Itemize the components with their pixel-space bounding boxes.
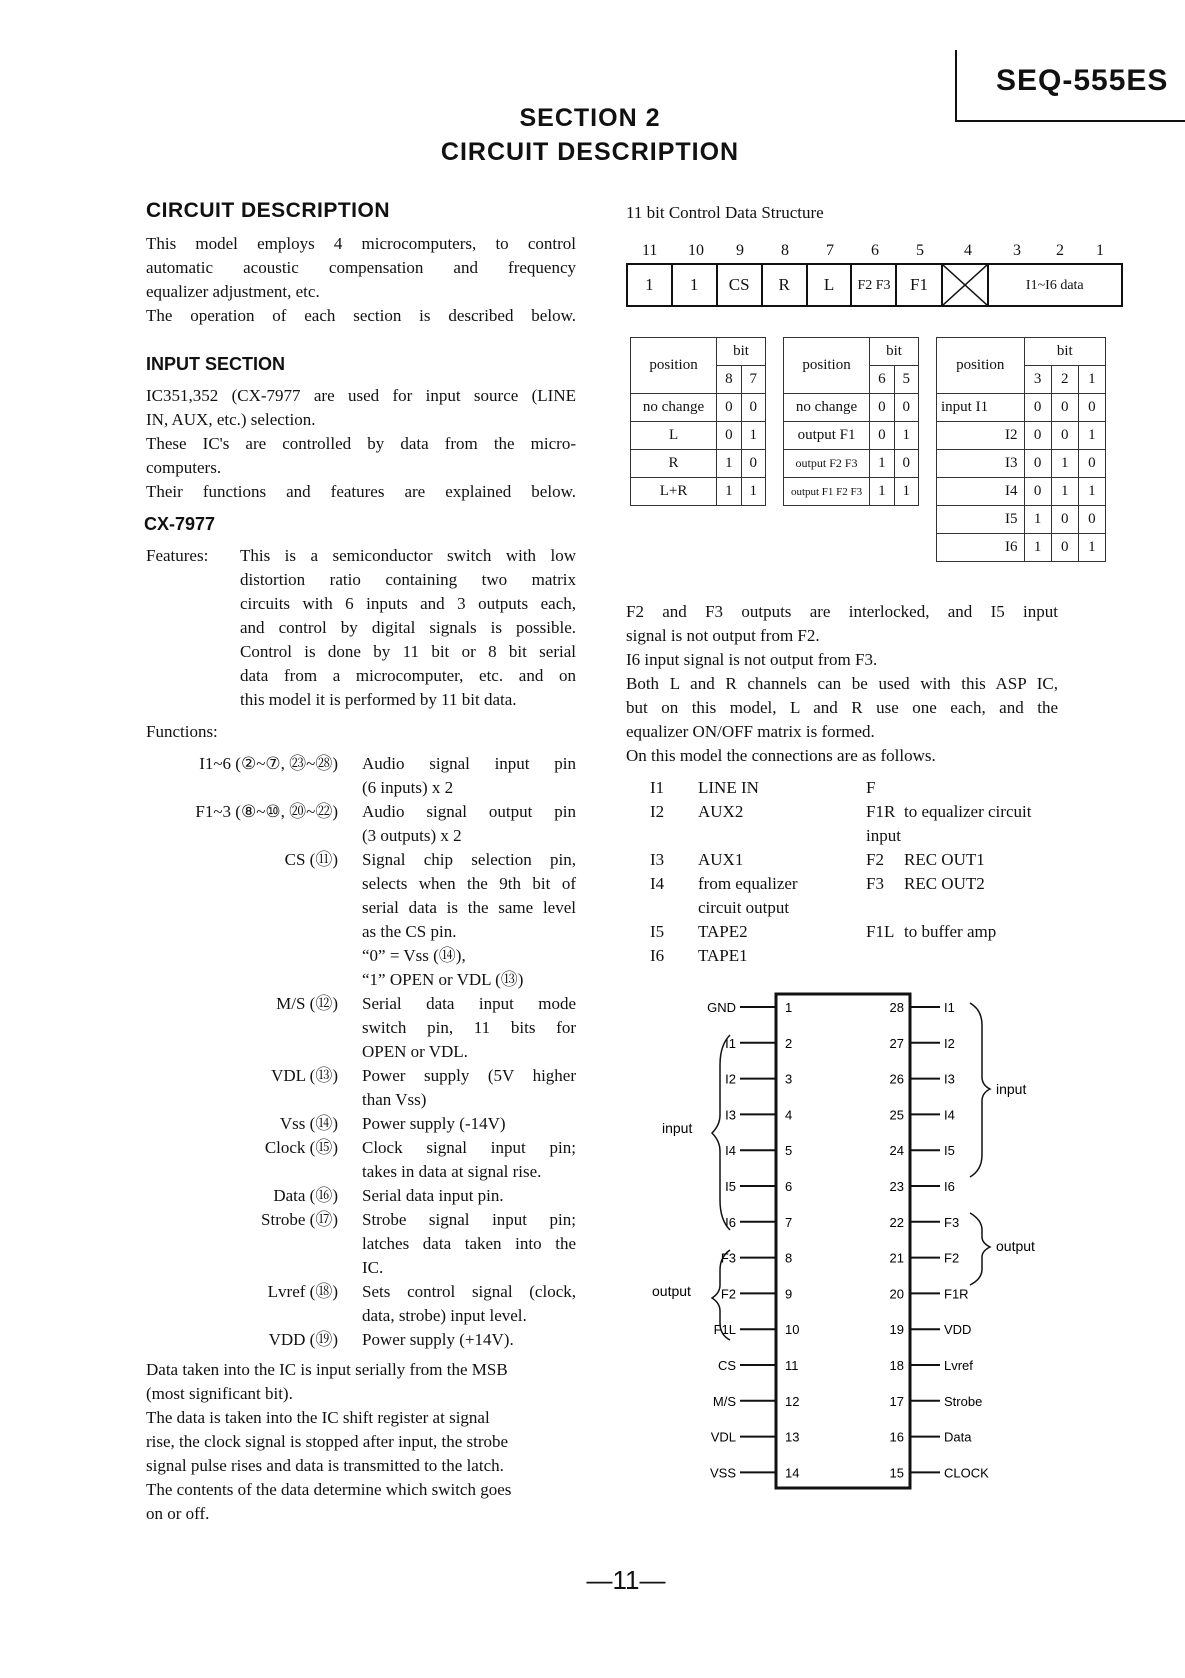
bit-cell: 1 <box>894 478 918 506</box>
left-pin-label: I4 <box>725 1143 736 1159</box>
function-desc-line: IC. <box>362 1258 384 1277</box>
connection-pin: I6 <box>650 946 665 965</box>
data-cell: F1 <box>896 264 941 306</box>
function-desc <box>362 1136 576 1184</box>
bit-number: 8 <box>781 242 789 259</box>
bit-col: 6 <box>870 366 894 394</box>
position-cell: I3 <box>937 450 1025 478</box>
bit-cell: 1 <box>1078 422 1105 450</box>
function-desc-line: Audio signal input pin <box>362 754 576 773</box>
data-cell: 1 <box>627 264 672 306</box>
left-pin-label: I6 <box>725 1214 736 1230</box>
features-line: distortion ratio containing two matrix <box>240 570 576 589</box>
connection-desc: REC OUT2 <box>904 874 985 893</box>
connection-row <box>650 896 880 920</box>
data-cell: L <box>807 264 852 306</box>
function-desc-line: Audio signal output pin <box>362 802 576 821</box>
connection-desc: LINE IN <box>698 778 759 797</box>
function-desc-line: Serial data input mode <box>362 994 576 1013</box>
function-desc <box>362 1328 576 1352</box>
position-cell: L <box>631 422 717 450</box>
connection-row <box>866 824 1086 848</box>
function-desc-line: switch pin, 11 bits for <box>362 1018 576 1037</box>
input-line: computers. <box>146 458 222 477</box>
output-group-label-left: output <box>652 1283 691 1299</box>
position-cell: I6 <box>937 534 1025 562</box>
ic-pins <box>707 1000 989 1480</box>
connection-pin: F3 <box>866 874 884 893</box>
left-pin-number: 1 <box>785 1000 793 1015</box>
bit-col: 1 <box>1078 366 1105 394</box>
bit-cell: 0 <box>894 450 918 478</box>
function-pin: VDD (⑲) <box>268 1330 338 1349</box>
function-desc <box>362 1064 576 1112</box>
right-pin-label: Data <box>944 1429 972 1445</box>
bit-cell: 1 <box>1051 450 1078 478</box>
connection-row <box>650 920 880 944</box>
right-pin-number: 22 <box>889 1214 904 1230</box>
notes-line: I6 input signal is not output from F3. <box>626 650 878 669</box>
features-line: data from a microcomputer, etc. and on <box>240 666 576 685</box>
bit-col: 3 <box>1024 366 1051 394</box>
input-brace-left <box>712 1035 730 1230</box>
connection-row <box>650 800 880 824</box>
output-group-label-right: output <box>996 1238 1035 1254</box>
closing-line: (most significant bit). <box>146 1384 293 1403</box>
left-pin-number: 12 <box>785 1393 800 1409</box>
left-pin-number: 4 <box>785 1107 793 1123</box>
bit-cell: 1 <box>894 422 918 450</box>
ic-name: CX-7977 <box>144 514 216 534</box>
bit-number: 2 <box>1056 242 1064 259</box>
connection-row <box>866 872 1086 896</box>
connection-pin: I5 <box>650 922 665 941</box>
function-pin: F1~3 (⑧~⑩, ⑳~㉒) <box>195 802 338 821</box>
intro-line: equalizer adjustment, etc. <box>146 282 320 301</box>
bits-6-5-table <box>783 337 919 506</box>
right-pin-label: Strobe <box>944 1393 983 1409</box>
page-number: —11— <box>586 1565 666 1595</box>
left-pin-label: CS <box>717 1358 736 1373</box>
right-pin-number: 27 <box>889 1035 904 1051</box>
notes-line: signal is not output from F2. <box>626 626 820 645</box>
left-pin-label: F2 <box>720 1286 736 1302</box>
intro-line: This model employs 4 microcomputers, to control <box>146 234 576 253</box>
bit-col: 5 <box>894 366 918 394</box>
position-cell: output F1 F2 F3 <box>784 478 870 506</box>
position-cell: I5 <box>937 506 1025 534</box>
function-desc-line: Power supply (5V higher <box>362 1066 576 1085</box>
features-line: this model it is performed by 11 bit data. <box>240 690 517 709</box>
connection-pin: I4 <box>650 874 665 893</box>
left-pin-number: 10 <box>785 1322 800 1338</box>
circuit-description-heading: CIRCUIT DESCRIPTION <box>146 199 391 222</box>
function-desc-line: OPEN or VDL. <box>362 1042 468 1061</box>
connection-row <box>866 848 1086 872</box>
input-line: IC351,352 (CX-7977 are used for input source (LINE <box>146 386 576 405</box>
function-desc-line: (3 outputs) x 2 <box>362 826 462 845</box>
function-pin: Strobe (⑰) <box>261 1210 338 1229</box>
connection-desc: TAPE2 <box>698 922 748 941</box>
bit-cell: 0 <box>1024 450 1051 478</box>
function-desc <box>362 1184 576 1208</box>
features-line: This is a semiconductor switch with low <box>240 546 576 565</box>
bit-cell: 1 <box>717 450 741 478</box>
connection-pin: I3 <box>650 850 665 869</box>
bit-cell: 0 <box>870 394 894 422</box>
features-line: and control by digital signals is possible. <box>240 618 576 637</box>
position-cell: no change <box>631 394 717 422</box>
left-pin-number: 9 <box>785 1286 793 1302</box>
left-pin-number: 3 <box>785 1071 793 1087</box>
function-desc-line: latches data taken into the <box>362 1234 576 1253</box>
right-pin-label: I6 <box>944 1179 955 1194</box>
cross-mark <box>943 265 987 305</box>
connection-desc: circuit output <box>698 898 790 917</box>
function-desc-line: than Vss) <box>362 1090 427 1109</box>
connection-pin: F <box>866 778 876 797</box>
function-desc-line: Power supply (-14V) <box>362 1114 506 1133</box>
input-line: IN, AUX, etc.) selection. <box>146 410 316 429</box>
function-desc-line: (6 inputs) x 2 <box>362 778 454 797</box>
data-cell: I1~I6 data <box>988 264 1122 306</box>
closing-line: Data taken into the IC is input serially from the MSB <box>146 1360 508 1379</box>
right-pin-number: 28 <box>889 1000 904 1015</box>
intro-paragraph <box>146 232 576 328</box>
input-section-text <box>146 384 576 504</box>
position-cell: output F2 F3 <box>784 450 870 478</box>
notes-line: Both L and R channels can be used with this ASP IC, <box>626 674 1058 693</box>
ic-pinout-diagram <box>640 985 1080 1500</box>
left-pin-number: 5 <box>785 1143 793 1159</box>
connection-desc: input <box>866 826 901 845</box>
connection-desc: AUX2 <box>698 802 744 821</box>
connection-desc: to buffer amp <box>904 922 997 941</box>
function-desc-line: data, strobe) input level. <box>362 1306 527 1325</box>
connection-row <box>650 848 880 872</box>
bit-cell: 1 <box>870 450 894 478</box>
connection-row <box>650 944 880 968</box>
notes-line: F2 and F3 outputs are interlocked, and I5 input <box>626 602 1058 621</box>
right-pin-number: 23 <box>889 1179 904 1194</box>
connection-desc: REC OUT1 <box>904 850 985 869</box>
left-pin-label: F3 <box>720 1250 736 1266</box>
left-pin-label: I3 <box>725 1107 736 1123</box>
function-desc-line: as the CS pin. <box>362 922 457 941</box>
position-cell: I2 <box>937 422 1025 450</box>
closing-paragraph <box>146 1358 578 1526</box>
function-pin: Clock (⑮) <box>264 1138 338 1157</box>
function-desc-line: Power supply (+14V). <box>362 1330 514 1349</box>
input-section-heading: INPUT SECTION <box>146 354 286 374</box>
connection-row <box>650 776 880 800</box>
right-pin-number: 19 <box>889 1322 904 1338</box>
bit-cell: 1 <box>1078 534 1105 562</box>
left-pin-label: GND <box>707 1000 736 1015</box>
right-pin-label: F3 <box>944 1214 960 1230</box>
closing-line: The contents of the data determine which switch goes <box>146 1480 512 1499</box>
notes-line: On this model the connections are as follows. <box>626 746 936 765</box>
left-pin-number: 6 <box>785 1179 793 1194</box>
features-line: circuits with 6 inputs and 3 outputs each, <box>240 594 576 613</box>
bit-cell: 0 <box>1051 394 1078 422</box>
intro-line: automatic acoustic compensation and frequency <box>146 258 576 277</box>
bit-cell: 1 <box>741 422 765 450</box>
left-pin-label: VSS <box>709 1465 736 1481</box>
bit-cell: 0 <box>1078 506 1105 534</box>
bit-cell: 1 <box>1078 478 1105 506</box>
bit-cell: 0 <box>1051 422 1078 450</box>
function-pin: M/S (⑫) <box>276 994 338 1013</box>
control-data-table <box>626 263 1123 307</box>
bit-cell: 0 <box>717 394 741 422</box>
function-desc-line: Signal chip selection pin, <box>362 850 576 869</box>
closing-line: on or off. <box>146 1504 210 1523</box>
right-pin-number: 16 <box>889 1429 904 1445</box>
right-pin-label: I5 <box>944 1143 955 1159</box>
bits-3-2-1-table <box>936 337 1106 562</box>
bit-number: 6 <box>871 242 879 259</box>
intro-line: The operation of each section is described below. <box>146 306 576 325</box>
function-desc <box>362 1208 576 1280</box>
function-desc-line: “0” = Vss (⑭), <box>362 946 466 965</box>
function-pin: Lvref (⑱) <box>267 1282 338 1301</box>
right-pin-number: 15 <box>889 1465 904 1481</box>
bit-cell: 0 <box>1051 534 1078 562</box>
right-pin-label: CLOCK <box>944 1465 989 1481</box>
input-group-label-left: input <box>662 1120 693 1136</box>
bit-col: 2 <box>1051 366 1078 394</box>
connection-desc: to equalizer circuit <box>904 802 1032 821</box>
left-pin-number: 13 <box>785 1429 800 1445</box>
right-pin-number: 25 <box>889 1107 904 1123</box>
bit-number: 11 <box>642 242 658 259</box>
bits-8-7-table <box>630 337 766 506</box>
function-desc-line: Clock signal input pin; <box>362 1138 576 1157</box>
connections-left <box>650 776 880 968</box>
function-desc-line: Strobe signal input pin; <box>362 1210 576 1229</box>
left-pin-number: 8 <box>785 1250 793 1266</box>
function-pin: Vss (⑭) <box>279 1114 338 1133</box>
bit-header: bit <box>1024 338 1105 366</box>
right-pin-label: VDD <box>944 1322 972 1338</box>
features-line: Control is done by 11 bit or 8 bit serial <box>240 642 576 661</box>
function-desc <box>362 1280 576 1328</box>
function-desc-line: Serial data input pin. <box>362 1186 504 1205</box>
bit-header: bit <box>717 338 766 366</box>
connection-pin: I2 <box>650 802 665 821</box>
connection-desc: TAPE1 <box>698 946 748 965</box>
function-desc <box>362 800 576 848</box>
connection-pin: I1 <box>650 778 665 797</box>
bit-cell: 0 <box>1024 394 1051 422</box>
input-group-label-right: input <box>996 1081 1027 1097</box>
bit-cell: 1 <box>1051 478 1078 506</box>
position-cell: I4 <box>937 478 1025 506</box>
connection-desc: AUX1 <box>698 850 744 869</box>
left-pin-number: 7 <box>785 1214 793 1230</box>
left-pin-label: I1 <box>725 1035 736 1051</box>
bit-cell: 0 <box>1024 422 1051 450</box>
left-pin-label: VDL <box>710 1429 736 1445</box>
left-pin-label: M/S <box>712 1393 736 1409</box>
data-cell: CS <box>717 264 762 306</box>
function-desc-line: serial data is the same level <box>362 898 576 917</box>
data-cell: 1 <box>672 264 717 306</box>
connection-row <box>650 872 880 896</box>
section-title: CIRCUIT DESCRIPTION <box>440 138 740 166</box>
function-desc <box>362 752 576 800</box>
bit-numbers <box>626 242 1122 262</box>
right-pin-label: Lvref <box>944 1358 973 1373</box>
bit-number: 10 <box>688 242 704 259</box>
right-pin-label: F2 <box>944 1250 960 1266</box>
bit-cell: 0 <box>1024 478 1051 506</box>
bit-cell: 0 <box>870 422 894 450</box>
function-desc <box>362 1112 576 1136</box>
right-pin-label: F1R <box>944 1286 969 1302</box>
notes-line: but on this model, L and R use one each, and the <box>626 698 1058 717</box>
output-brace-right <box>970 1213 990 1285</box>
bit-number: 7 <box>826 242 834 259</box>
notes-paragraph <box>626 600 1058 768</box>
connection-desc: from equalizer <box>698 874 798 893</box>
position-header: position <box>631 338 717 394</box>
bit-cell: 1 <box>870 478 894 506</box>
bit-cell: 1 <box>1024 506 1051 534</box>
bit-header: bit <box>870 338 919 366</box>
features-label: Features: <box>146 546 209 565</box>
bit-cell: 0 <box>1078 450 1105 478</box>
notes-line: equalizer ON/OFF matrix is formed. <box>626 722 875 741</box>
bit-cell: 0 <box>1078 394 1105 422</box>
bit-col: 7 <box>741 366 765 394</box>
position-cell: output F1 <box>784 422 870 450</box>
right-pin-label: I4 <box>944 1107 955 1123</box>
bit-cell: 1 <box>741 478 765 506</box>
connection-pin: F1L <box>866 922 895 941</box>
right-pin-number: 26 <box>889 1071 904 1087</box>
input-line: These IC's are controlled by data from the micro- <box>146 434 576 453</box>
model-number: SEQ-555ES <box>996 64 1169 97</box>
functions-label: Functions: <box>146 722 218 741</box>
function-pin: CS (⑪) <box>284 850 338 869</box>
bit-cell: 1 <box>1024 534 1051 562</box>
connection-pin: F2 <box>866 850 884 869</box>
right-pin-number: 24 <box>889 1143 904 1159</box>
right-pin-label: I2 <box>944 1035 955 1051</box>
function-desc-line: “1” OPEN or VDL (⑬) <box>362 970 524 989</box>
data-cell: R <box>762 264 807 306</box>
function-desc-line: selects when the 9th bit of <box>362 874 576 893</box>
left-pin-number: 11 <box>785 1358 799 1373</box>
left-pin-label: I5 <box>725 1179 736 1194</box>
connection-row <box>866 800 1086 824</box>
section-number: SECTION 2 <box>519 104 661 132</box>
connection-pin: F1R <box>866 802 896 821</box>
bit-number: 5 <box>916 242 924 259</box>
connection-row <box>866 776 1086 800</box>
data-cell: F2 F3 <box>851 264 896 306</box>
unused-bit-cell <box>942 264 988 306</box>
right-pin-number: 18 <box>889 1358 904 1373</box>
bit-cell: 0 <box>894 394 918 422</box>
function-desc-line: Sets control signal (clock, <box>362 1282 576 1301</box>
closing-line: rise, the clock signal is stopped after input, the strobe <box>146 1432 509 1451</box>
bit-cell: 0 <box>741 394 765 422</box>
position-header: position <box>937 338 1025 394</box>
bit-number: 1 <box>1096 242 1104 259</box>
function-pin: VDL (⑬) <box>271 1066 338 1085</box>
struct-title: 11 bit Control Data Structure <box>626 203 824 222</box>
features-text <box>240 544 576 712</box>
right-pin-label: I1 <box>944 1000 955 1015</box>
bit-number: 9 <box>736 242 744 259</box>
closing-line: signal pulse rises and data is transmitted to the latch. <box>146 1456 504 1475</box>
position-cell: R <box>631 450 717 478</box>
function-pin: I1~6 (②~⑦, ㉓~㉘) <box>199 754 338 773</box>
function-pin: Data (⑯) <box>273 1186 338 1205</box>
bit-cell: 1 <box>717 478 741 506</box>
left-pin-label: I2 <box>725 1071 736 1087</box>
left-pin-number: 14 <box>785 1465 800 1481</box>
left-pin-label: F1L <box>713 1322 736 1338</box>
function-desc-line: takes in data at signal rise. <box>362 1162 542 1181</box>
ic-body <box>776 994 910 1488</box>
connections-right <box>866 776 1086 944</box>
position-cell: input I1 <box>937 394 1025 422</box>
right-pin-number: 21 <box>889 1250 904 1266</box>
position-cell: L+R <box>631 478 717 506</box>
function-desc <box>362 848 576 992</box>
position-cell: no change <box>784 394 870 422</box>
function-desc <box>362 992 576 1064</box>
bit-cell: 0 <box>717 422 741 450</box>
right-pin-label: I3 <box>944 1071 955 1087</box>
bit-number: 4 <box>964 242 972 259</box>
right-pin-number: 20 <box>889 1286 904 1302</box>
bit-number: 3 <box>1013 242 1021 259</box>
input-line: Their functions and features are explained below. <box>146 482 576 501</box>
bit-cell: 0 <box>1051 506 1078 534</box>
bit-cell: 0 <box>741 450 765 478</box>
connection-row <box>866 920 1086 944</box>
closing-line: The data is taken into the IC shift register at signal <box>146 1408 490 1427</box>
left-pin-number: 2 <box>785 1035 793 1051</box>
position-header: position <box>784 338 870 394</box>
input-brace-right <box>970 1003 990 1177</box>
bit-col: 8 <box>717 366 741 394</box>
right-pin-number: 17 <box>889 1393 904 1409</box>
